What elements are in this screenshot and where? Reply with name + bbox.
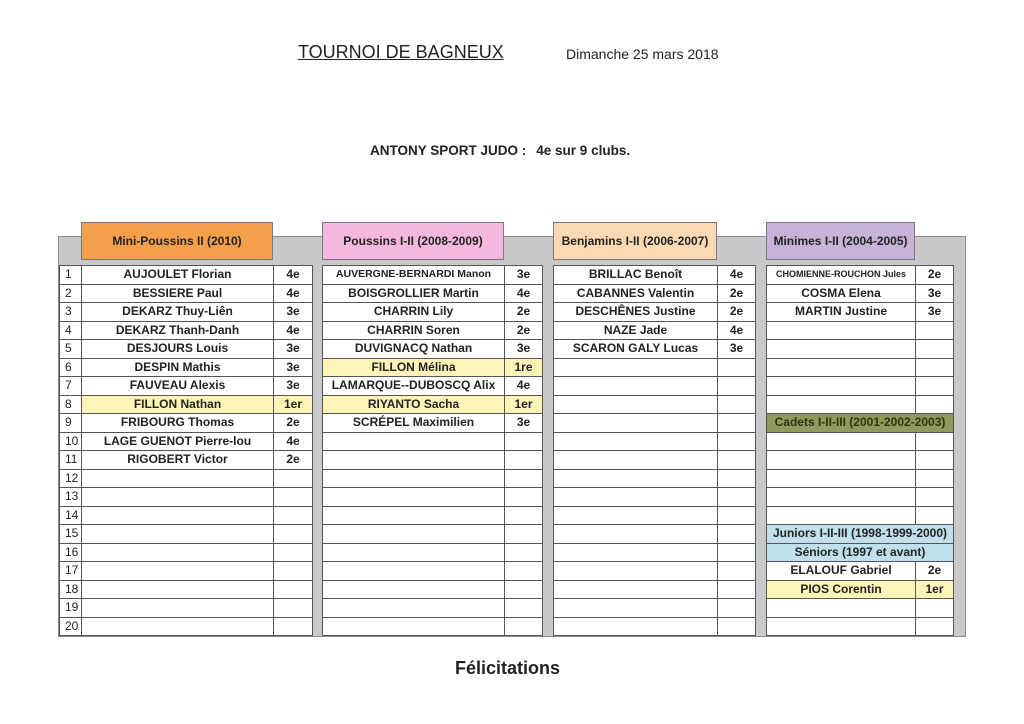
athlete-place: 2e	[274, 414, 313, 433]
table-row	[554, 617, 756, 636]
empty-cell	[323, 562, 505, 581]
table-row	[82, 377, 313, 396]
table-row	[554, 432, 756, 451]
athlete-place: 2e	[718, 284, 756, 303]
athlete-place: 4e	[505, 377, 543, 396]
table-row	[767, 395, 954, 414]
athlete-name: DEKARZ Thuy-Liên	[82, 303, 274, 322]
athlete-name: LAMARQUE--DUBOSCQ Alix	[323, 377, 505, 396]
table-row	[554, 303, 756, 322]
athlete-name: AUJOULET Florian	[82, 266, 274, 285]
table-row	[82, 358, 313, 377]
table-row	[554, 340, 756, 359]
empty-cell	[916, 617, 954, 636]
table-row	[767, 321, 954, 340]
table-row	[60, 266, 82, 285]
table-row	[554, 414, 756, 433]
table-row	[60, 506, 82, 525]
empty-cell	[82, 469, 274, 488]
table-row	[323, 599, 543, 618]
table-row	[323, 451, 543, 470]
athlete-place: 3e	[505, 266, 543, 285]
table-row	[767, 543, 954, 562]
table-row	[554, 506, 756, 525]
athlete-place: 3e	[274, 377, 313, 396]
empty-cell	[82, 543, 274, 562]
table-row	[767, 358, 954, 377]
table-row	[554, 488, 756, 507]
table-row	[767, 303, 954, 322]
athlete-name: RIGOBERT Victor	[82, 451, 274, 470]
athlete-name: CHARRIN Lily	[323, 303, 505, 322]
athlete-place: 2e	[505, 303, 543, 322]
athlete-name: FAUVEAU Alexis	[82, 377, 274, 396]
table-row	[60, 284, 82, 303]
empty-cell	[274, 543, 313, 562]
athlete-name: DESJOURS Louis	[82, 340, 274, 359]
row-number: 14	[60, 506, 82, 525]
empty-cell	[916, 488, 954, 507]
header-mini-poussins: Mini-Poussins II (2010)	[81, 222, 273, 260]
empty-cell	[916, 377, 954, 396]
empty-cell	[767, 432, 916, 451]
table-row	[323, 580, 543, 599]
athlete-name: MARTIN Justine	[767, 303, 916, 322]
empty-cell	[767, 617, 916, 636]
empty-cell	[767, 469, 916, 488]
empty-cell	[718, 377, 756, 396]
table-row	[767, 266, 954, 285]
athlete-place: 2e	[916, 562, 954, 581]
empty-cell	[82, 599, 274, 618]
page-title: TOURNOI DE BAGNEUX	[298, 42, 504, 62]
empty-cell	[505, 599, 543, 618]
athlete-place: 3e	[274, 340, 313, 359]
header-poussins: Poussins I-II (2008-2009)	[322, 222, 504, 260]
empty-cell	[718, 543, 756, 562]
table-row	[554, 543, 756, 562]
athlete-name: PIOS Corentin	[767, 580, 916, 599]
event-date: Dimanche 25 mars 2018	[566, 46, 719, 62]
empty-cell	[274, 506, 313, 525]
athlete-name: FILLON Mélina	[323, 358, 505, 377]
athlete-place: 3e	[505, 340, 543, 359]
row-number: 1	[60, 266, 82, 285]
empty-cell	[554, 599, 718, 618]
club-name: ANTONY SPORT JUDO :	[370, 143, 527, 158]
table-row	[82, 580, 313, 599]
empty-cell	[767, 395, 916, 414]
athlete-place: 3e	[718, 340, 756, 359]
table-minimes	[766, 265, 954, 636]
empty-cell	[554, 432, 718, 451]
table-row	[767, 599, 954, 618]
club-ranking: 4e sur 9 clubs.	[536, 143, 631, 158]
table-row	[554, 599, 756, 618]
row-number-column	[59, 265, 82, 636]
table-row	[554, 451, 756, 470]
table-row	[767, 469, 954, 488]
table-row	[323, 617, 543, 636]
empty-cell	[274, 488, 313, 507]
empty-cell	[505, 562, 543, 581]
athlete-place: 1er	[916, 580, 954, 599]
empty-cell	[274, 469, 313, 488]
athlete-place: 4e	[505, 284, 543, 303]
athlete-place: 4e	[274, 284, 313, 303]
table-row	[60, 451, 82, 470]
athlete-name: LAGE GUENOT Pierre-lou	[82, 432, 274, 451]
empty-cell	[82, 488, 274, 507]
table-row	[60, 525, 82, 544]
athlete-place: 4e	[718, 321, 756, 340]
table-row	[767, 414, 954, 433]
empty-cell	[718, 358, 756, 377]
empty-cell	[718, 562, 756, 581]
empty-cell	[916, 395, 954, 414]
table-row	[60, 488, 82, 507]
table-row	[323, 469, 543, 488]
athlete-name: FRIBOURG Thomas	[82, 414, 274, 433]
athlete-place: 4e	[718, 266, 756, 285]
table-row	[767, 617, 954, 636]
table-row	[82, 321, 313, 340]
footer-congratulations: Félicitations	[455, 658, 561, 678]
empty-cell	[718, 469, 756, 488]
table-row	[554, 562, 756, 581]
header-juniors: Juniors I-II-III (1998-1999-2000)	[767, 525, 954, 544]
empty-cell	[554, 525, 718, 544]
empty-cell	[505, 506, 543, 525]
empty-cell	[554, 377, 718, 396]
empty-cell	[767, 358, 916, 377]
row-number: 12	[60, 469, 82, 488]
athlete-name: RIYANTO Sacha	[323, 395, 505, 414]
table-row	[323, 321, 543, 340]
table-row	[767, 432, 954, 451]
athlete-place: 1er	[505, 395, 543, 414]
empty-cell	[767, 488, 916, 507]
empty-cell	[323, 432, 505, 451]
empty-cell	[554, 395, 718, 414]
row-number: 17	[60, 562, 82, 581]
athlete-place: 3e	[274, 303, 313, 322]
athlete-name: NAZE Jade	[554, 321, 718, 340]
table-row	[554, 525, 756, 544]
empty-cell	[554, 469, 718, 488]
empty-cell	[718, 525, 756, 544]
header-benjamins: Benjamins I-II (2006-2007)	[553, 222, 717, 260]
table-row	[323, 432, 543, 451]
empty-cell	[767, 377, 916, 396]
table-row	[767, 284, 954, 303]
empty-cell	[916, 432, 954, 451]
table-row	[767, 451, 954, 470]
table-row	[60, 414, 82, 433]
empty-cell	[718, 451, 756, 470]
club-result	[370, 143, 630, 158]
row-number: 19	[60, 599, 82, 618]
athlete-name: DESPIN Mathis	[82, 358, 274, 377]
table-mini-poussins	[81, 265, 313, 636]
table-row	[60, 395, 82, 414]
athlete-name: CHARRIN Soren	[323, 321, 505, 340]
athlete-name: COSMA Elena	[767, 284, 916, 303]
table-row	[554, 377, 756, 396]
table-row	[323, 340, 543, 359]
table-row	[767, 340, 954, 359]
athlete-place: 3e	[916, 284, 954, 303]
athlete-place: 4e	[274, 266, 313, 285]
table-row	[767, 488, 954, 507]
athlete-name: SCARON GALY Lucas	[554, 340, 718, 359]
empty-cell	[767, 451, 916, 470]
athlete-place: 2e	[274, 451, 313, 470]
row-number: 6	[60, 358, 82, 377]
table-row	[60, 599, 82, 618]
empty-cell	[82, 525, 274, 544]
empty-cell	[82, 617, 274, 636]
empty-cell	[916, 599, 954, 618]
row-number: 20	[60, 617, 82, 636]
table-poussins	[322, 265, 543, 636]
empty-cell	[82, 506, 274, 525]
empty-cell	[505, 580, 543, 599]
empty-cell	[505, 543, 543, 562]
empty-cell	[323, 599, 505, 618]
table-row	[323, 543, 543, 562]
row-number: 4	[60, 321, 82, 340]
empty-cell	[718, 414, 756, 433]
table-row	[323, 506, 543, 525]
table-row	[323, 303, 543, 322]
empty-cell	[505, 432, 543, 451]
athlete-name: SCRÉPEL Maximilien	[323, 414, 505, 433]
athlete-name: DEKARZ Thanh-Danh	[82, 321, 274, 340]
empty-cell	[505, 451, 543, 470]
table-row	[60, 580, 82, 599]
table-row	[60, 303, 82, 322]
empty-cell	[916, 321, 954, 340]
table-row	[82, 432, 313, 451]
row-number: 5	[60, 340, 82, 359]
table-row	[82, 469, 313, 488]
table-row	[323, 395, 543, 414]
athlete-name: DUVIGNACQ Nathan	[323, 340, 505, 359]
empty-cell	[554, 617, 718, 636]
athlete-name: CABANNES Valentin	[554, 284, 718, 303]
table-row	[82, 395, 313, 414]
row-number: 2	[60, 284, 82, 303]
empty-cell	[767, 340, 916, 359]
table-row	[82, 543, 313, 562]
table-row	[60, 617, 82, 636]
empty-cell	[323, 580, 505, 599]
table-row	[60, 543, 82, 562]
empty-cell	[718, 432, 756, 451]
empty-cell	[718, 599, 756, 618]
table-row	[323, 488, 543, 507]
empty-cell	[323, 506, 505, 525]
empty-cell	[323, 488, 505, 507]
table-row	[323, 525, 543, 544]
row-number: 8	[60, 395, 82, 414]
empty-cell	[718, 395, 756, 414]
table-row	[767, 377, 954, 396]
athlete-place: 4e	[274, 321, 313, 340]
empty-cell	[505, 469, 543, 488]
table-row	[323, 284, 543, 303]
row-number: 13	[60, 488, 82, 507]
table-row	[82, 599, 313, 618]
athlete-place: 3e	[916, 303, 954, 322]
table-row	[767, 506, 954, 525]
empty-cell	[718, 617, 756, 636]
empty-cell	[323, 525, 505, 544]
table-row	[60, 469, 82, 488]
empty-cell	[554, 562, 718, 581]
athlete-place: 2e	[916, 266, 954, 285]
table-benjamins	[553, 265, 756, 636]
table-row	[767, 580, 954, 599]
athlete-place: 4e	[274, 432, 313, 451]
table-row	[82, 525, 313, 544]
athlete-place: 3e	[274, 358, 313, 377]
header-minimes: Minimes I-II (2004-2005)	[766, 222, 915, 260]
row-number: 3	[60, 303, 82, 322]
athlete-name: CHOMIENNE-ROUCHON Jules	[767, 266, 916, 285]
athlete-place: 2e	[718, 303, 756, 322]
table-row	[82, 488, 313, 507]
empty-cell	[323, 451, 505, 470]
athlete-name: DESCHÊNES Justine	[554, 303, 718, 322]
empty-cell	[554, 580, 718, 599]
empty-cell	[916, 469, 954, 488]
empty-cell	[323, 617, 505, 636]
table-row	[323, 266, 543, 285]
athlete-name: BESSIERE Paul	[82, 284, 274, 303]
athlete-place: 1re	[505, 358, 543, 377]
athlete-place: 3e	[505, 414, 543, 433]
table-row	[60, 340, 82, 359]
table-row	[767, 562, 954, 581]
empty-cell	[916, 340, 954, 359]
table-row	[60, 377, 82, 396]
empty-cell	[554, 506, 718, 525]
empty-cell	[767, 506, 916, 525]
empty-cell	[505, 617, 543, 636]
athlete-name: BRILLAC Benoît	[554, 266, 718, 285]
row-number: 11	[60, 451, 82, 470]
empty-cell	[916, 506, 954, 525]
table-row	[554, 266, 756, 285]
empty-cell	[554, 414, 718, 433]
empty-cell	[916, 358, 954, 377]
empty-cell	[718, 506, 756, 525]
empty-cell	[274, 525, 313, 544]
empty-cell	[767, 599, 916, 618]
empty-cell	[554, 543, 718, 562]
table-row	[82, 562, 313, 581]
table-row	[60, 562, 82, 581]
table-row	[554, 358, 756, 377]
empty-cell	[505, 488, 543, 507]
empty-cell	[323, 469, 505, 488]
athlete-name: BOISGROLLIER Martin	[323, 284, 505, 303]
row-number: 9	[60, 414, 82, 433]
table-row	[82, 340, 313, 359]
athlete-name: FILLON Nathan	[82, 395, 274, 414]
table-row	[767, 525, 954, 544]
table-row	[60, 358, 82, 377]
athlete-name: ELALOUF Gabriel	[767, 562, 916, 581]
empty-cell	[554, 488, 718, 507]
empty-cell	[323, 543, 505, 562]
table-row	[82, 451, 313, 470]
empty-cell	[274, 580, 313, 599]
table-row	[323, 562, 543, 581]
table-row	[82, 617, 313, 636]
table-row	[554, 395, 756, 414]
table-row	[323, 414, 543, 433]
header-seniors: Séniors (1997 et avant)	[767, 543, 954, 562]
empty-cell	[505, 525, 543, 544]
table-row	[82, 303, 313, 322]
table-row	[60, 321, 82, 340]
table-row	[323, 358, 543, 377]
empty-cell	[718, 488, 756, 507]
empty-cell	[82, 562, 274, 581]
empty-cell	[554, 451, 718, 470]
table-row	[60, 432, 82, 451]
empty-cell	[274, 562, 313, 581]
row-number: 7	[60, 377, 82, 396]
table-row	[323, 377, 543, 396]
header-cadets: Cadets I-II-III (2001-2002-2003)	[767, 414, 954, 433]
empty-cell	[718, 580, 756, 599]
row-number: 10	[60, 432, 82, 451]
table-row	[82, 284, 313, 303]
row-number: 18	[60, 580, 82, 599]
table-row	[554, 284, 756, 303]
row-number: 15	[60, 525, 82, 544]
empty-cell	[554, 358, 718, 377]
empty-cell	[82, 580, 274, 599]
row-number: 16	[60, 543, 82, 562]
table-row	[554, 469, 756, 488]
empty-cell	[274, 617, 313, 636]
athlete-name: AUVERGNE-BERNARDI Manon	[323, 266, 505, 285]
table-row	[554, 580, 756, 599]
empty-cell	[916, 451, 954, 470]
table-row	[82, 414, 313, 433]
table-row	[82, 506, 313, 525]
empty-cell	[274, 599, 313, 618]
table-row	[554, 321, 756, 340]
table-row	[82, 266, 313, 285]
athlete-place: 2e	[505, 321, 543, 340]
athlete-place: 1er	[274, 395, 313, 414]
empty-cell	[767, 321, 916, 340]
